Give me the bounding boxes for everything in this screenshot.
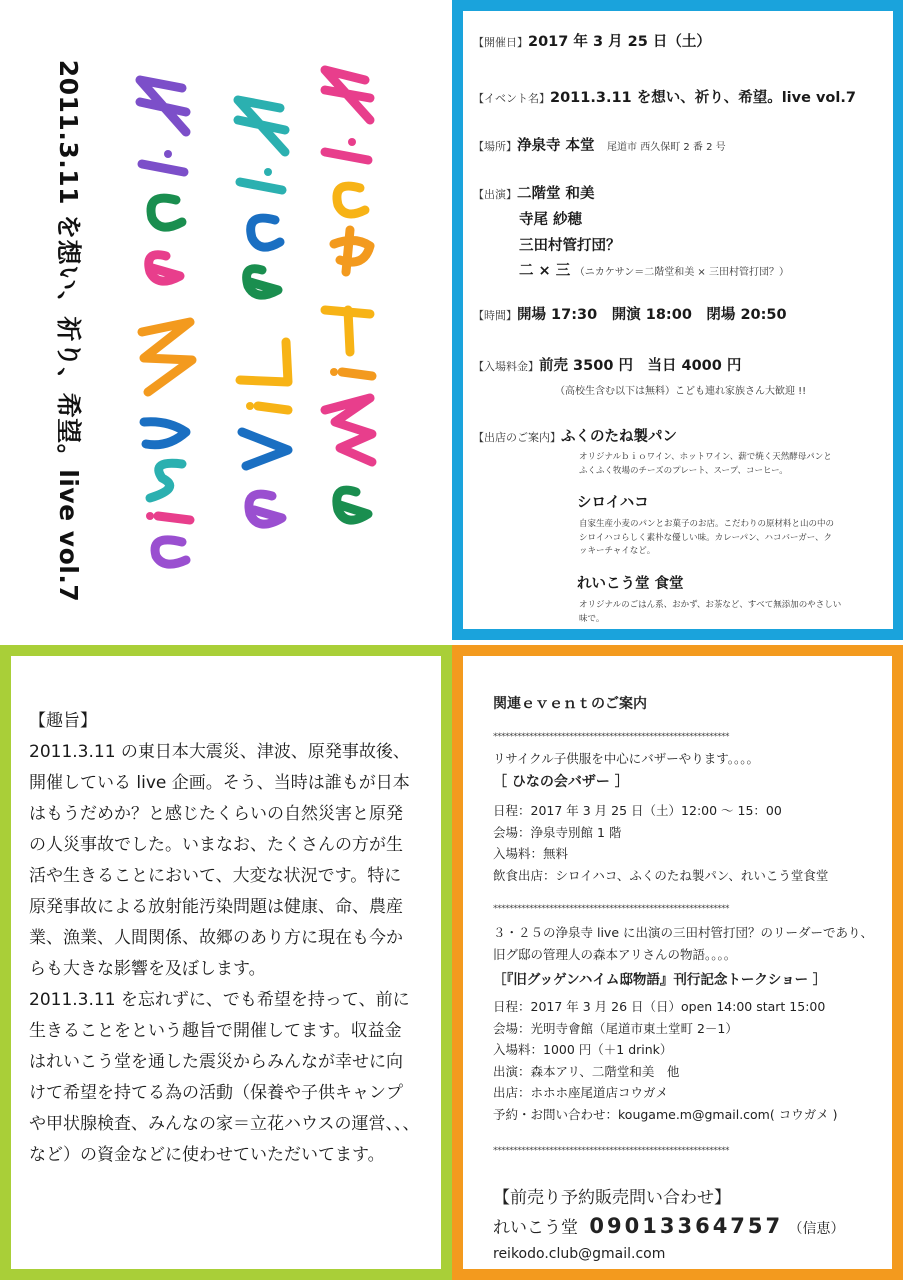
- shop-3-desc: オリジナルのごはん系、おかず、お茶など、すべて無添加のやさしい 味で。: [579, 600, 842, 624]
- divider: ***********************************************************: [493, 1146, 729, 1156]
- time-row: 【時間】開場 17:30 開演 18:00 閉場 20:50: [473, 307, 787, 323]
- place-row: 【場所】浄泉寺 本堂 尾道市 西久保町 2 番 2 号: [473, 138, 726, 154]
- performer-2: 寺尾 紗穂: [519, 212, 583, 228]
- performer-extra: 二 × 三 （ニカケサン＝二階堂和美 × 三田村管打団？）: [519, 263, 789, 279]
- contact-phone: 09013364757: [589, 1214, 784, 1238]
- event1-details: 日程：2017 年 3 月 25 日（土）12:00 〜 15：00 会場：浄泉寺別館 1 階 入場料：無料 飲食出店：シロイハコ、ふくのたね製パン、れいこう堂食堂: [493, 803, 829, 883]
- purpose-panel: [0, 645, 452, 1280]
- event1-title: ［ ひなの会バザー ］: [493, 774, 629, 790]
- performer-3: 三田村管打団？: [519, 238, 621, 254]
- purpose-heading: 【趣旨】: [29, 711, 97, 731]
- fee-note: （高校生含む以下は無料）こども連れ家族さん大歓迎 !!: [555, 386, 807, 397]
- shop-3-name: れいこう堂 食堂: [577, 576, 684, 592]
- purpose-text: 【趣旨】 2011.3.11 の東日本大震災、津波、原発事故後、 開催している live 企画。そう、当時は誰もが日本 はもうだめか？と感じたくらいの自然災害と原発 の人災事故でした。いまなお、たくさんの方が生 活や生きることにおいて、大変な状況です。特に 原発事故による放射能汚染問題は健康、命、農産 業、漁業、人間関係、故郷のあり方に現在も今か らも大きな影響を及ぼします。 2011.3.11 を忘れずに、でも希望を持って、前に 生きることをという趣旨で開催してます。収益金 はれいこう堂を通した震災からみんなが幸せに向 けて希望を持てる為の活動（保養や子供キャンプ や甲状腺検査、みんなの家＝立花ハウスの運営、、、 など）の資金などに使わせていただいてます。: [29, 706, 443, 1171]
- title-panel: [0, 0, 452, 640]
- contact-heading: 【前売り予約販売問い合わせ】: [493, 1188, 731, 1208]
- divider: ***********************************************************: [493, 732, 729, 742]
- related-heading: 関連ｅｖｅｎｔのご案内: [493, 696, 647, 712]
- shop-1-desc: オリジナルｂｉｏワイン、ホットワイン、薪で焼く天然酵母パンと ふくふく牧場のチーズのプレート、スープ、コーヒー。: [579, 452, 832, 476]
- event2-intro: ３・２５の浄泉寺 live に出演の三田村管打団？のリーダーであり、 旧グ邸の管理人の森本アリさんの物語。。。。: [493, 925, 873, 962]
- fee-row: 【入場料金】前売 3500 円 当日 4000 円: [473, 358, 742, 374]
- date-row: 【開催日】2017 年 3 月 25 日（土）: [473, 34, 711, 50]
- nice-logo: [120, 60, 400, 570]
- contact-email: reikodo.club@gmail.com: [493, 1246, 666, 1262]
- event2-details: 日程：2017 年 3 月 26 日（日）open 14:00 start 15:00 会場：光明寺會館（尾道市東土堂町 2－1） 入場料：1000 円（＋1 drink） 出演：森本アリ、二階堂和美 他 出店：ホホホ座尾道店コウガメ 予約・お問い合わせ：kougame.m@gmail.com( コウガメ ): [493, 999, 838, 1122]
- divider: ***********************************************************: [493, 904, 729, 914]
- contact-line: れいこう堂 09013364757 （信恵）: [493, 1214, 845, 1238]
- shop-2-desc: 自家生産小麦のパンとお菓子のお店。こだわりの原材料と山の中の シロイハコらしく素朴な優しい味。カレーパン、ハコバーガー、ク ッキーチャイなど。: [579, 519, 835, 557]
- vertical-title: 2011.3.11 を想い、祈り、希望。live vol.7: [54, 59, 83, 603]
- related-events-panel: [452, 645, 903, 1280]
- event1-intro: リサイクル子供服を中心にバザーやります。。。。: [493, 751, 760, 766]
- event-name-row: 【イベント名】2011.3.11 を想い、祈り、希望。live vol.7: [473, 90, 856, 106]
- event2-title: ［『旧グッゲンハイム邸物語』刊行記念トークショー ］: [493, 972, 827, 988]
- shop-row: 【出店のご案内】ふくのたね製パン: [473, 429, 677, 445]
- event-info-panel: [452, 0, 903, 640]
- shop-2-name: シロイハコ: [577, 495, 649, 511]
- performers-row: 【出演】二階堂 和美: [473, 186, 595, 202]
